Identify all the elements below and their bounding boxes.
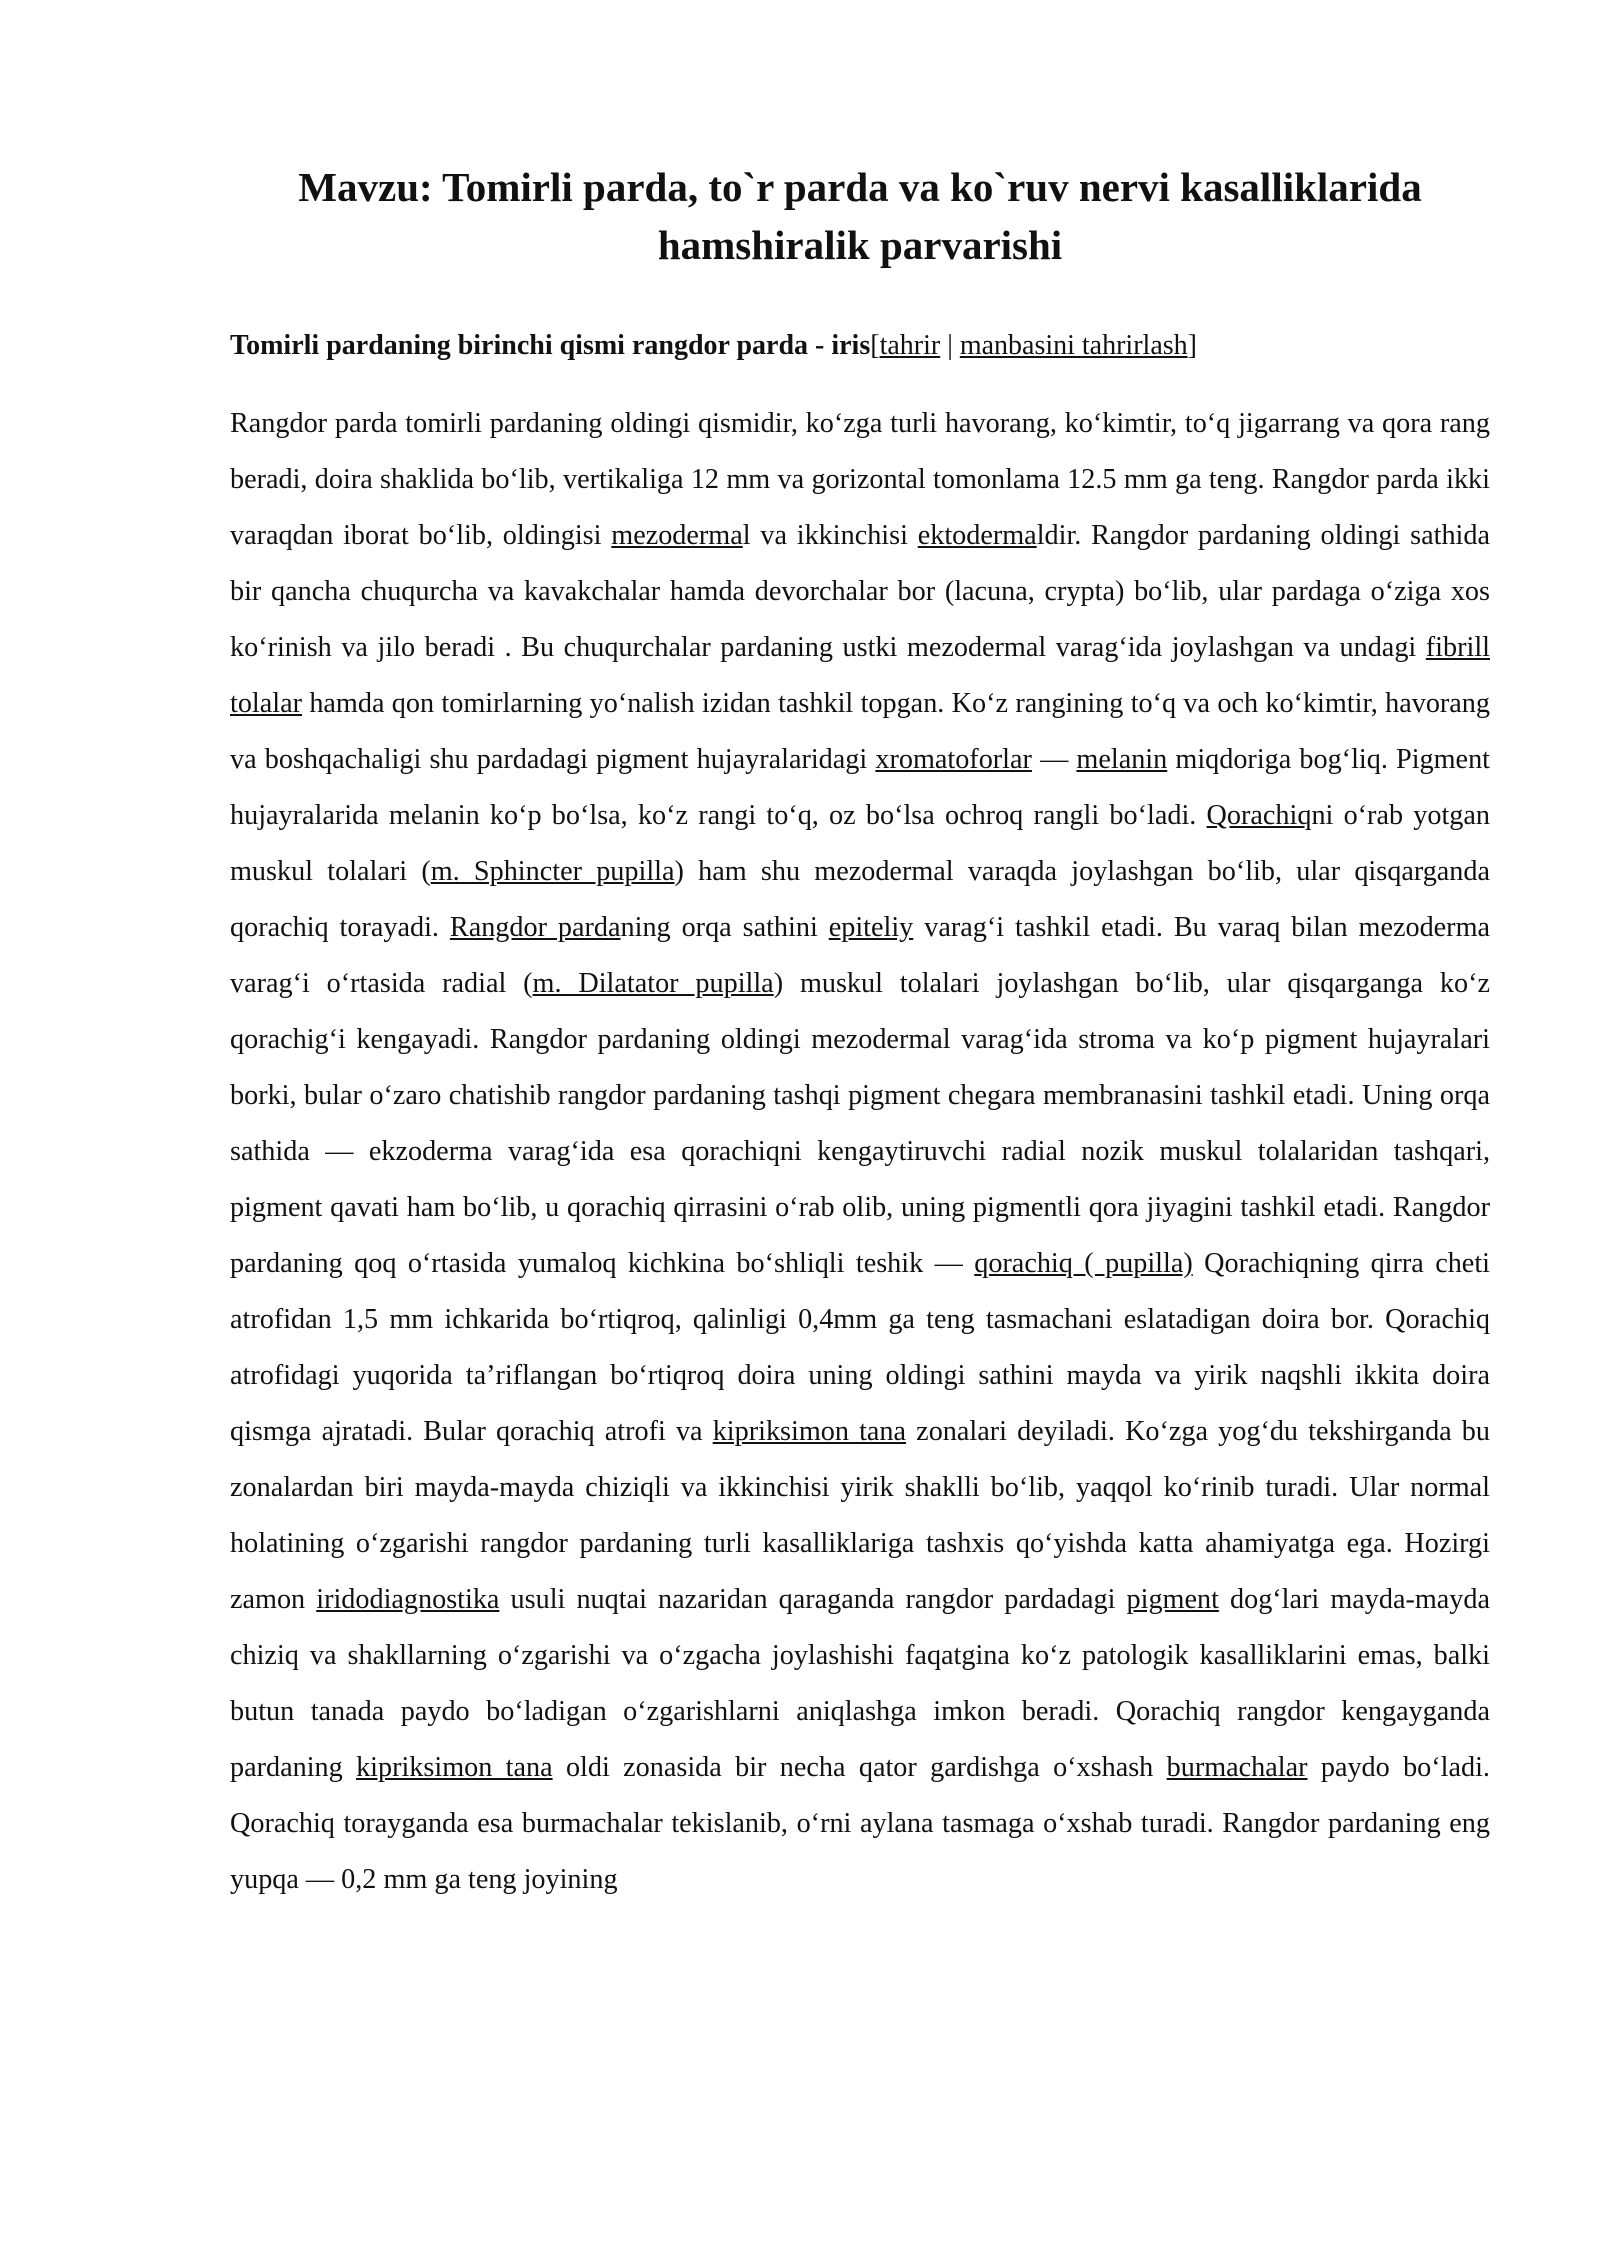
text-run: Qorachiqning qirra cheti atrofidan 1,5 mm ichkarida bo‘rtiqroq, qalinligi 0,4mm ga teng tasmachani eslatadigan doira bor. Qorachiq atrofidagi yuqorida ta’riflangan bo‘rtiqroq doira uning oldingi sathini mayda va yirik naqshli ikkita doira qismga ajratadi. Bular qorachiq atrofi va [230,1248,1490,1447]
link-epiteliy[interactable]: epiteliy [828,912,914,943]
body-paragraph [230,396,1490,1908]
page-title [230,158,1490,274]
title-line-1: Mavzu: Tomirli parda, to`r parda va ko`ruv nervi kasalliklarida [298,164,1422,210]
link-xromatoforlar[interactable]: xromatoforlar [875,744,1032,775]
text-run: ni o‘rab yotgan muskul tolalari ( [230,800,1490,887]
link-kipriksimon-tana-2[interactable]: kipriksimon tana [356,1752,553,1783]
link-ektoderma[interactable]: ektoderma [917,520,1037,551]
text-run: Rangdor parda tomirli pardaning oldingi qismidir, ko‘zga turli havorang, ko‘kimtir, to‘q jigarrang va qora rang beradi, doira shaklida bo‘lib, vertikaliga 12 mm va gorizontal tomonlama 12.5 mm ga teng. Rangdor parda ikki varaqdan iborat bo‘lib, oldingisi [230,408,1490,551]
link-iridodiagnostika[interactable]: iridodiagnostika [316,1584,500,1615]
text-run: usuli nuqtai nazaridan qaraganda rangdor pardadagi [499,1584,1127,1615]
text-run: paydo bo‘ladi. Qorachiq torayganda esa burmachalar tekislanib, o‘rni aylana tasmaga o‘xshab turadi. Rangdor pardaning eng yupqa — 0,2 mm ga teng joyining [230,1752,1490,1895]
text-run: l va ikkinchisi [742,520,918,551]
link-pigment[interactable]: pigment [1126,1584,1219,1615]
link-qorachiq-pupilla[interactable]: qorachiq ( pupilla) [974,1248,1193,1279]
text-run: ldir. Rangdor pardaning oldingi sathida bir qancha chuqurcha va kavakchalar hamda devorchalar bor (lacuna, crypta) bo‘lib, ular pardaga o‘ziga xos ko‘rinish va jilo beradi . Bu chuqurchalar pardaning ustki mezodermal varag‘ida joylashgan va undagi [230,520,1490,663]
link-fibrill-tolalar[interactable]: fibrill tolalar [230,632,1490,719]
link-kipriksimon-tana[interactable]: kipriksimon tana [712,1416,907,1447]
link-dilatator-pupilla[interactable]: m. Dilatator pupilla [532,968,774,999]
link-rangdor-parda[interactable]: Rangdor parda [449,912,621,943]
text-run: oldi zonasida bir necha qator gardishga o‘xshash [552,1752,1167,1783]
text-run: ning orqa sathini [620,912,829,943]
text-run: ) muskul tolalari joylashgan bo‘lib, ular qisqarganga ko‘z qorachig‘i kengayadi. Rangdor pardaning oldingi mezodermal varag‘ida stroma va ko‘p pigment hujayralari borki, bular o‘zaro chatishib rangdor pardaning tashqi pigment chegara membranasini tashkil etadi. Uning orqa sathida — ekzoderma varag‘ida esa qorachiqni kengaytiruvchi radial nozik muskul tolalaridan tashqari, pigment qavati ham bo‘lib, u qorachiq qirrasini o‘rab olib, uning pigmentli qora jiyagini tashkil etadi. Rangdor pardaning qoq o‘rtasida yumaloq kichkina bo‘shliqli teshik — [230,968,1490,1279]
bracket-open: [ [870,330,880,361]
section-heading-text: Tomirli pardaning birinchi qismi rangdor parda - iris [230,330,871,361]
title-line-2: hamshiralik parvarishi [657,222,1063,268]
text-run: miqdoriga bog‘liq. Pigment hujayralarida melanin ko‘p bo‘lsa, ko‘z rangi to‘q, oz bo‘lsa ochroq rangli bo‘ladi. [230,744,1490,831]
link-sphincter-pupilla[interactable]: m. Sphincter pupilla [430,856,675,887]
bracket-close: ] [1187,330,1197,361]
text-run: hamda qon tomirlarning yo‘nalish izidan tashkil topgan. Ko‘z rangining to‘q va och ko‘kimtir, havorang va boshqachaligi shu pardadagi pigment hujayralaridagi [230,688,1490,775]
link-burmachalar[interactable]: burmachalar [1166,1752,1308,1783]
section-heading [230,326,1490,366]
edit-source-link[interactable]: manbasini tahrirlash [959,330,1188,361]
edit-link[interactable]: tahrir [879,330,941,361]
text-run: dog‘lari mayda-mayda chiziq va shakllarning o‘zgarishi va o‘zgacha joylashishi faqatgina ko‘z patologik kasalliklarini emas, balki butun tanada paydo bo‘ladigan o‘zgarishlarni aniqlashga imkon beradi. Qorachiq rangdor kengayganda pardaning [230,1584,1490,1783]
text-run: zonalari deyiladi. Ko‘zga yog‘du tekshirganda bu zonalardan biri mayda-mayda chiziqli va ikkinchisi yirik shaklli bo‘lib, yaqqol ko‘rinib turadi. Ular normal holatining o‘zgarishi rangdor pardaning turli kasalliklariga tashxis qo‘yishda katta ahamiyatga ega. Hozirgi zamon [230,1416,1490,1615]
text-run: varag‘i tashkil etadi. Bu varaq bilan mezoderma varag‘i o‘rtasida radial ( [230,912,1491,999]
text-run: ) ham shu mezodermal varaqda joylashgan bo‘lib, ular qisqarganda qorachiq torayadi. [230,856,1491,943]
text-run: — [1031,744,1077,775]
link-separator: | [940,330,960,361]
link-qorachiq[interactable]: Qorachiq [1206,800,1312,831]
link-mezoderma[interactable]: mezoderma [611,520,743,551]
link-melanin[interactable]: melanin [1076,744,1168,775]
